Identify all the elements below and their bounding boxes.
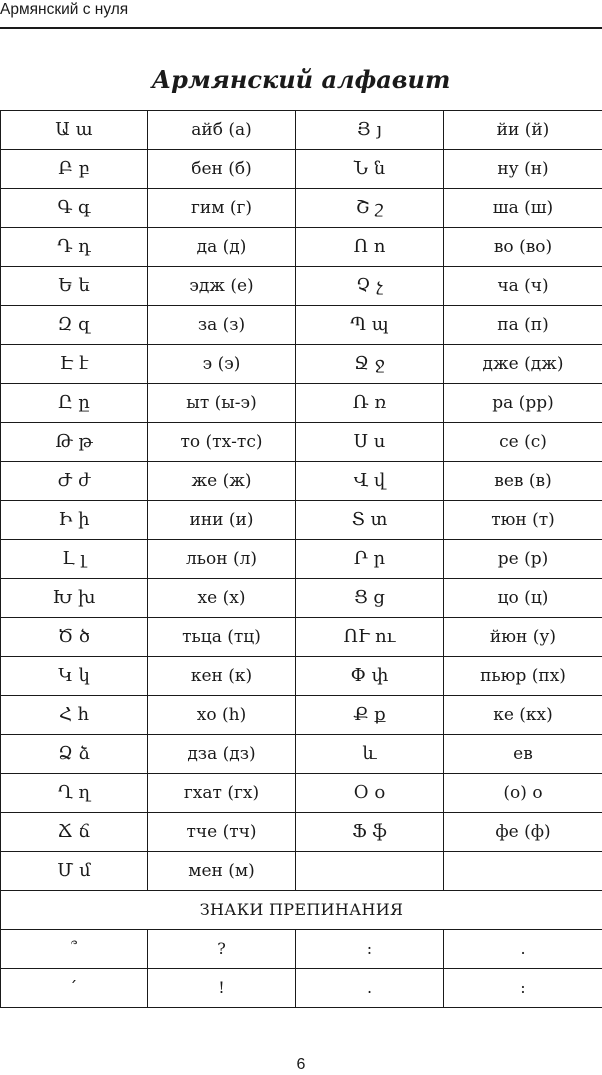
table-row [1, 774, 602, 813]
letter-name: хе (х) [148, 579, 296, 618]
letter-name: то (тх-тс) [148, 423, 296, 462]
letter-name: гхат (гх) [148, 774, 296, 813]
table-row [1, 852, 602, 891]
armenian-letter: Ի ի [1, 501, 148, 540]
alphabet-table [0, 110, 602, 1008]
armenian-letter: Գ գ [1, 189, 148, 228]
russian-punctuation-mark: ? [148, 930, 296, 969]
armenian-letter: Ռ ռ [296, 384, 444, 423]
page-title: Армянский алфавит [0, 64, 602, 96]
page-number: 6 [0, 1055, 602, 1075]
armenian-letter: Ա ա [1, 111, 148, 150]
table-row [1, 189, 602, 228]
table-row [1, 306, 602, 345]
armenian-letter: Կ կ [1, 657, 148, 696]
letter-name: ыт (ы-э) [148, 384, 296, 423]
letter-name: се (с) [444, 423, 602, 462]
armenian-letter: Ժ ժ [1, 462, 148, 501]
armenian-letter: Դ դ [1, 228, 148, 267]
armenian-letter: Ջ ջ [296, 345, 444, 384]
letter-name: кен (к) [148, 657, 296, 696]
armenian-punctuation-mark: ՞ [1, 930, 148, 969]
russian-punctuation-mark: : [444, 969, 602, 1008]
letter-name: эдж (е) [148, 267, 296, 306]
armenian-letter: Զ զ [1, 306, 148, 345]
armenian-letter: Ե ե [1, 267, 148, 306]
armenian-letter: Փ փ [296, 657, 444, 696]
letter-name: тче (тч) [148, 813, 296, 852]
letter-name: тьца (тц) [148, 618, 296, 657]
armenian-letter: Ձ ձ [1, 735, 148, 774]
armenian-letter: Լ լ [1, 540, 148, 579]
table-row [1, 384, 602, 423]
letter-name: ре (р) [444, 540, 602, 579]
letter-name: да (д) [148, 228, 296, 267]
header-rule [0, 27, 602, 29]
table-row [1, 345, 602, 384]
running-head: Армянский с нуля [0, 0, 128, 20]
letter-name: дже (дж) [444, 345, 602, 384]
armenian-letter: Շ շ [296, 189, 444, 228]
punctuation-header: ЗНАКИ ПРЕПИНАНИЯ [1, 891, 602, 930]
armenian-letter: Խ խ [1, 579, 148, 618]
armenian-letter: Ց ց [296, 579, 444, 618]
letter-name: за (з) [148, 306, 296, 345]
letter-name: (о) о [444, 774, 602, 813]
armenian-punctuation-mark: ՛ [1, 969, 148, 1008]
letter-name: ра (рр) [444, 384, 602, 423]
russian-punctuation-mark: . [444, 930, 602, 969]
armenian-letter: Ր ր [296, 540, 444, 579]
russian-punctuation-mark: ! [148, 969, 296, 1008]
letter-name: мен (м) [148, 852, 296, 891]
punctuation-header-row [1, 891, 602, 930]
armenian-letter: Ֆ ֆ [296, 813, 444, 852]
letter-name: ча (ч) [444, 267, 602, 306]
letter-name: па (п) [444, 306, 602, 345]
armenian-letter: Օ օ [296, 774, 444, 813]
letter-name: пьюр (пх) [444, 657, 602, 696]
table-row [1, 267, 602, 306]
alphabet-table-body [1, 111, 602, 1008]
table-row [1, 618, 602, 657]
armenian-letter [296, 852, 444, 891]
armenian-letter: Տ տ [296, 501, 444, 540]
armenian-letter: Ղ ղ [1, 774, 148, 813]
punctuation-row [1, 930, 602, 969]
table-row [1, 150, 602, 189]
armenian-letter: Է է [1, 345, 148, 384]
table-row [1, 501, 602, 540]
armenian-letter: և [296, 735, 444, 774]
letter-name: йи (й) [444, 111, 602, 150]
letter-name: цо (ц) [444, 579, 602, 618]
letter-name: бен (б) [148, 150, 296, 189]
armenian-letter: Ո ո [296, 228, 444, 267]
letter-name: фе (ф) [444, 813, 602, 852]
table-row [1, 735, 602, 774]
armenian-letter: Ծ ծ [1, 618, 148, 657]
letter-name: дза (дз) [148, 735, 296, 774]
table-row [1, 423, 602, 462]
armenian-letter: Ն ն [296, 150, 444, 189]
armenian-letter: Ս ս [296, 423, 444, 462]
armenian-letter: Յ յ [296, 111, 444, 150]
armenian-letter: Ը ը [1, 384, 148, 423]
letter-name: вев (в) [444, 462, 602, 501]
letter-name: ини (и) [148, 501, 296, 540]
letter-name [444, 852, 602, 891]
letter-name: тюн (т) [444, 501, 602, 540]
armenian-letter: Ք ք [296, 696, 444, 735]
armenian-letter: Հ հ [1, 696, 148, 735]
letter-name: во (во) [444, 228, 602, 267]
letter-name: ев [444, 735, 602, 774]
letter-name: йюн (у) [444, 618, 602, 657]
armenian-letter: Պ պ [296, 306, 444, 345]
armenian-punctuation-mark: ։ [296, 930, 444, 969]
letter-name: гим (г) [148, 189, 296, 228]
table-row [1, 111, 602, 150]
letter-name: же (ж) [148, 462, 296, 501]
letter-name: хо (h) [148, 696, 296, 735]
table-row [1, 813, 602, 852]
table-row [1, 462, 602, 501]
letter-name: айб (а) [148, 111, 296, 150]
letter-name: ну (н) [444, 150, 602, 189]
armenian-letter: Չ չ [296, 267, 444, 306]
table-row [1, 579, 602, 618]
armenian-letter: Մ մ [1, 852, 148, 891]
armenian-letter: ՈՒ ու [296, 618, 444, 657]
letter-name: э (э) [148, 345, 296, 384]
armenian-punctuation-mark: . [296, 969, 444, 1008]
letter-name: ша (ш) [444, 189, 602, 228]
armenian-letter: Ճ ճ [1, 813, 148, 852]
table-row [1, 696, 602, 735]
letter-name: ке (кх) [444, 696, 602, 735]
letter-name: льон (л) [148, 540, 296, 579]
table-row [1, 228, 602, 267]
table-row [1, 540, 602, 579]
armenian-letter: Թ թ [1, 423, 148, 462]
armenian-letter: Բ բ [1, 150, 148, 189]
punctuation-row [1, 969, 602, 1008]
table-row [1, 657, 602, 696]
armenian-letter: Վ վ [296, 462, 444, 501]
